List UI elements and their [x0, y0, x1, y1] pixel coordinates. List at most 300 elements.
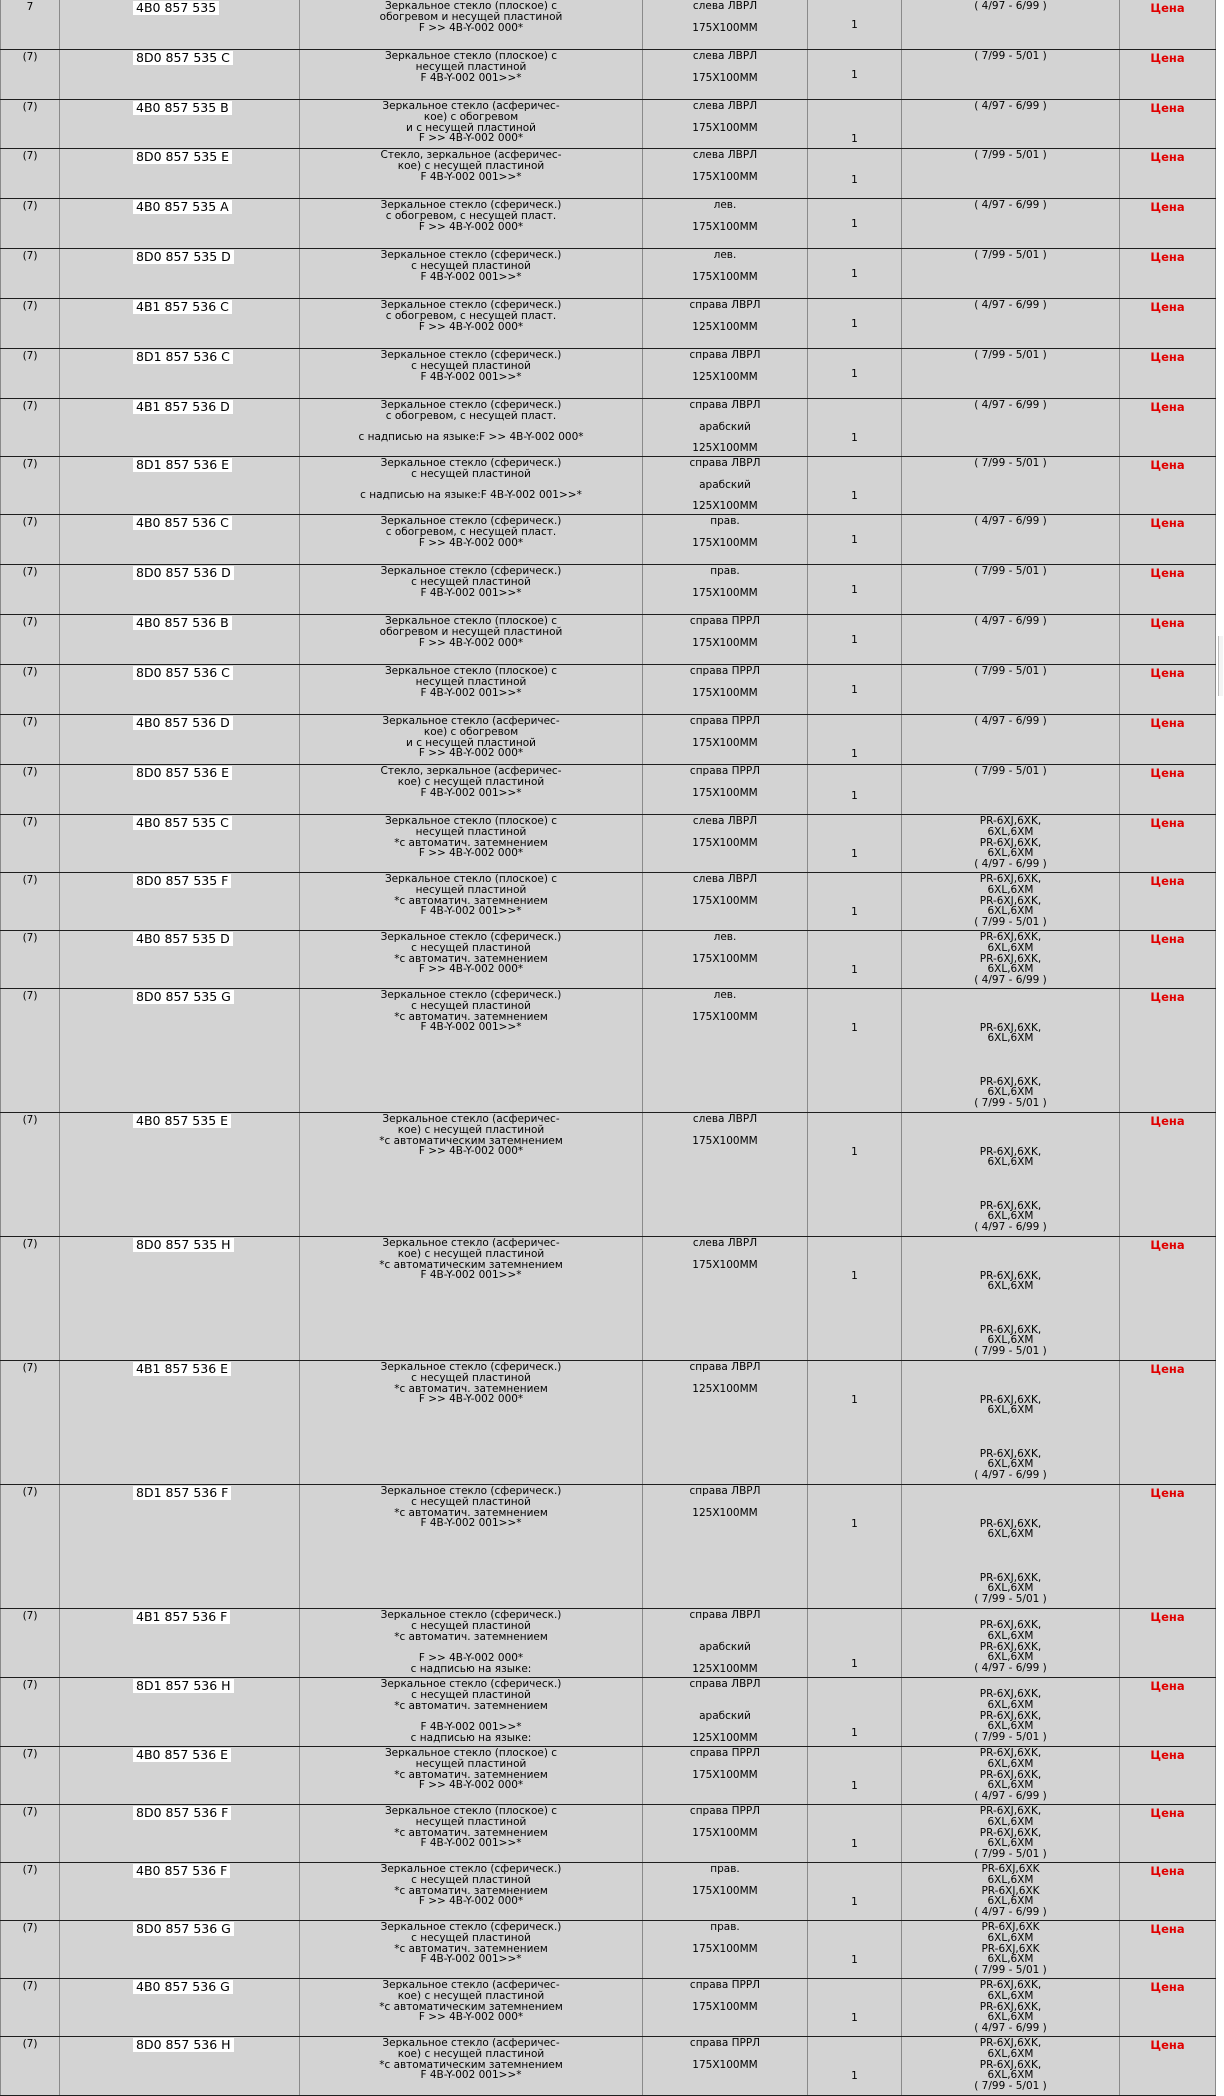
price-cell [1120, 1863, 1216, 1920]
model-line: PR-6XJ,6XK, [979, 2000, 1042, 2013]
part-description: Зеркальное стекло (плоское) с несущей пластиной *с автоматич. затемнением F 4B-Y-002 001>>* [384, 873, 558, 918]
model-line: PR-6XJ,6XK, [979, 1075, 1042, 1088]
note-lines [643, 874, 807, 906]
model-line: 6XL,6XM [987, 905, 1034, 918]
note-line: арабский [699, 1710, 751, 1723]
position-cell [0, 1921, 60, 1978]
model-line [902, 1438, 1119, 1449]
quantity-cell [808, 457, 902, 514]
note-line: 175X100MM [692, 1768, 758, 1781]
part-number-link[interactable]: 4B0 857 535 [133, 1, 219, 15]
part-number-link[interactable]: 4B1 857 536 D [133, 400, 233, 414]
model-line: ( 4/97 - 6/99 ) [974, 974, 1047, 987]
model-line [902, 1314, 1119, 1325]
part-number-cell [60, 989, 300, 1112]
price-link[interactable]: Цена [1150, 874, 1185, 888]
table-row [0, 100, 1216, 149]
price-link[interactable]: Цена [1150, 1486, 1185, 1500]
part-number-cell [60, 1609, 300, 1677]
part-number-cell [60, 931, 300, 988]
model-lines [902, 1023, 1119, 1109]
quantity-cell [808, 515, 902, 564]
position-number: (7) [22, 1864, 38, 1876]
part-number-link[interactable]: 4B0 857 535 B [133, 101, 232, 115]
part-number-link[interactable]: 8D0 857 536 C [133, 666, 233, 680]
description-cell [300, 1863, 643, 1920]
description-cell [300, 149, 643, 198]
note-line: слева ЛВРЛ [692, 873, 758, 885]
part-number-link[interactable]: 8D1 857 536 H [133, 1679, 234, 1693]
model-line: ( 7/99 - 5/01 ) [974, 249, 1047, 261]
part-number-link[interactable]: 4B1 857 536 F [133, 1610, 230, 1624]
part-number-link[interactable]: 8D1 857 536 F [133, 1486, 231, 1500]
model-line: 6XL,6XM [987, 1210, 1034, 1223]
model-line: ( 7/99 - 5/01 ) [974, 1848, 1047, 1861]
price-link[interactable]: Цена [1150, 616, 1185, 630]
quantity-value: 1 [851, 490, 858, 502]
note-lines [643, 1806, 807, 1838]
price-link[interactable]: Цена [1150, 1238, 1185, 1252]
scrollbar-thumb[interactable] [1218, 636, 1223, 696]
part-number-link[interactable]: 4B0 857 536 B [133, 616, 232, 630]
quantity-cell [808, 1678, 902, 1746]
quantity-cell [808, 1805, 902, 1862]
model-range-cell [902, 1805, 1120, 1862]
price-link[interactable]: Цена [1150, 51, 1185, 65]
price-link[interactable]: Цена [1150, 1864, 1185, 1878]
part-number-link[interactable]: 8D1 857 536 C [133, 350, 233, 364]
position-cell [0, 2037, 60, 2095]
model-line: 6XL,6XM [987, 1032, 1034, 1045]
price-link[interactable]: Цена [1150, 1980, 1185, 1994]
model-line: ( 4/97 - 6/99 ) [974, 515, 1047, 527]
model-lines [902, 200, 1119, 211]
note-line [643, 411, 807, 422]
quantity-value: 1 [851, 368, 858, 380]
model-lines [902, 1806, 1119, 1860]
model-line: ( 4/97 - 6/99 ) [974, 615, 1047, 627]
quantity-value: 1 [851, 1838, 858, 1850]
model-range-cell [902, 100, 1120, 148]
note-line: слева ЛВРЛ [692, 815, 758, 827]
part-number-cell [60, 149, 300, 198]
quantity-cell [808, 149, 902, 198]
part-number-link[interactable]: 8D0 857 535 C [133, 51, 233, 65]
part-number-link[interactable]: 4B1 857 536 E [133, 1362, 231, 1376]
note-line: справа ЛВРЛ [689, 1609, 761, 1621]
model-range-cell [902, 1609, 1120, 1677]
part-description: Зеркальное стекло (сферическ.) с несущей пластиной *с автоматич. затемнением F >> 4B-Y-002 000* [380, 1361, 562, 1406]
price-cell [1120, 931, 1216, 988]
description-cell [300, 1485, 643, 1608]
note-line: 125X100MM [692, 320, 758, 333]
note-lines [643, 1238, 807, 1270]
part-number-cell [60, 665, 300, 714]
price-link[interactable]: Цена [1150, 666, 1185, 680]
model-line: ( 7/99 - 5/01 ) [974, 1964, 1047, 1977]
quantity-cell [808, 0, 902, 49]
position-cell [0, 0, 60, 49]
quantity-cell [808, 565, 902, 614]
part-number-link[interactable]: 8D0 857 535 H [133, 1238, 234, 1252]
price-link[interactable]: Цена [1150, 458, 1185, 472]
model-range-cell [902, 1863, 1120, 1920]
note-lines [643, 200, 807, 232]
position-cell [0, 815, 60, 872]
part-number-link[interactable]: 8D0 857 536 F [133, 1806, 231, 1820]
price-cell [1120, 149, 1216, 198]
position-cell [0, 299, 60, 348]
price-link[interactable]: Цена [1150, 566, 1185, 580]
quantity-value: 1 [851, 69, 858, 81]
model-line: ( 7/99 - 5/01 ) [974, 349, 1047, 361]
model-lines [902, 1, 1119, 12]
model-line: PR-6XJ,6XK, [979, 931, 1042, 943]
price-cell [1120, 815, 1216, 872]
quantity-cell [808, 349, 902, 398]
model-range-cell [902, 665, 1120, 714]
note-line [643, 1817, 807, 1828]
note-line: 175X100MM [692, 121, 758, 134]
position-number: (7) [22, 766, 38, 778]
price-link[interactable]: Цена [1150, 1610, 1185, 1624]
table-row [0, 1237, 1216, 1361]
table-row [0, 399, 1216, 457]
note-line: прав. [710, 1863, 740, 1875]
model-lines [902, 1620, 1119, 1674]
note-line: 175X100MM [692, 2058, 758, 2071]
price-link[interactable]: Цена [1150, 150, 1185, 164]
position-number: (7) [22, 1486, 38, 1498]
quantity-cell [808, 2037, 902, 2095]
note-line [643, 1001, 807, 1012]
note-line: арабский [699, 1641, 751, 1654]
part-number-cell [60, 1113, 300, 1236]
quantity-cell [808, 50, 902, 99]
model-line: 6XL,6XM [987, 1629, 1034, 1642]
model-range-cell [902, 1485, 1120, 1608]
price-link[interactable]: Цена [1150, 932, 1185, 946]
note-line [643, 1621, 807, 1632]
note-line: справа ПРРЛ [689, 1805, 761, 1817]
description-cell [300, 1237, 643, 1360]
price-link[interactable]: Цена [1150, 1362, 1185, 1376]
position-number: (7) [22, 1610, 38, 1622]
position-cell [0, 765, 60, 814]
position-number: (7) [22, 300, 38, 312]
note-cell [643, 873, 808, 930]
model-line: 6XL,6XM [987, 2011, 1034, 2024]
part-number-link[interactable]: 8D0 857 536 D [133, 566, 234, 580]
note-line: прав. [710, 515, 740, 527]
position-number: (7) [22, 874, 38, 886]
part-description: Зеркальное стекло (сферическ.) с несущей пластиной *с автоматич. затемнением F 4B-Y-002 001>>* [380, 1921, 562, 1966]
price-cell [1120, 1747, 1216, 1804]
price-link[interactable]: Цена [1150, 1806, 1185, 1820]
price-link[interactable]: Цена [1150, 400, 1185, 414]
model-line: 6XL,6XM [987, 1720, 1034, 1733]
note-cell [643, 199, 808, 248]
position-cell [0, 931, 60, 988]
model-lines [902, 1147, 1119, 1233]
model-line: ( 4/97 - 6/99 ) [974, 1790, 1047, 1803]
note-lines [643, 2038, 807, 2070]
part-number-link[interactable]: 4B0 857 536 C [133, 516, 232, 530]
note-cell [643, 515, 808, 564]
model-lines [902, 566, 1119, 577]
part-number-cell [60, 1485, 300, 1608]
price-cell [1120, 1678, 1216, 1746]
price-link[interactable]: Цена [1150, 816, 1185, 830]
quantity-cell [808, 1979, 902, 2036]
note-lines [643, 1980, 807, 2012]
description-cell [300, 1979, 643, 2036]
model-range-cell [902, 815, 1120, 872]
position-cell [0, 399, 60, 456]
note-lines [643, 932, 807, 964]
note-line: арабский [699, 420, 751, 433]
position-cell [0, 1113, 60, 1236]
position-cell [0, 1678, 60, 1746]
model-line: ( 7/99 - 5/01 ) [974, 149, 1047, 161]
price-cell [1120, 989, 1216, 1112]
note-lines [643, 616, 807, 648]
note-line: 175X100MM [692, 21, 758, 34]
part-description: Зеркальное стекло (сферическ.) с несущей пластиной F 4B-Y-002 001>>* [380, 565, 562, 599]
part-number-link[interactable]: 4B0 857 535 A [133, 200, 232, 214]
quantity-cell [808, 1113, 902, 1236]
model-range-cell [902, 615, 1120, 664]
description-cell [300, 2037, 643, 2095]
price-link[interactable]: Цена [1150, 300, 1185, 314]
price-link[interactable]: Цена [1150, 516, 1185, 530]
price-link[interactable]: Цена [1150, 716, 1185, 730]
price-link[interactable]: Цена [1150, 1748, 1185, 1762]
position-number: (7) [22, 1922, 38, 1934]
note-line: 175X100MM [692, 952, 758, 965]
position-number: (7) [22, 1980, 38, 1992]
note-line: арабский [699, 478, 751, 491]
part-description: Зеркальное стекло (плоское) с несущей пластиной F 4B-Y-002 001>>* [384, 665, 558, 699]
description-cell [300, 100, 643, 148]
position-number: (7) [22, 990, 38, 1002]
model-line [902, 1562, 1119, 1573]
model-line: 6XL,6XM [987, 1334, 1034, 1347]
model-line: 6XL,6XM [987, 1815, 1034, 1828]
note-line: лев. [713, 249, 737, 261]
price-cell [1120, 1361, 1216, 1484]
note-line: лев. [713, 199, 737, 211]
model-lines [902, 51, 1119, 62]
quantity-value: 1 [851, 1022, 858, 1034]
note-cell [643, 1747, 808, 1804]
model-line: PR-6XJ,6XK, [979, 873, 1042, 885]
model-line: ( 4/97 - 6/99 ) [974, 1469, 1047, 1482]
model-lines [902, 874, 1119, 928]
table-row [0, 50, 1216, 100]
note-line [643, 527, 807, 538]
part-number-cell [60, 615, 300, 664]
table-row [0, 1805, 1216, 1863]
model-line: 6XL,6XM [987, 1989, 1034, 2002]
note-lines [643, 1922, 807, 1954]
part-number-link[interactable]: 4B1 857 536 C [133, 300, 232, 314]
note-line [643, 311, 807, 322]
quantity-value: 1 [851, 684, 858, 696]
part-number-link[interactable]: 8D0 857 535 G [133, 990, 234, 1004]
note-line [643, 1125, 807, 1136]
note-cell [643, 299, 808, 348]
part-number-cell [60, 349, 300, 398]
note-cell [643, 1485, 808, 1608]
table-row [0, 565, 1216, 615]
model-line: PR-6XJ,6XK, [979, 1640, 1042, 1653]
model-line: PR-6XJ,6XK [981, 1921, 1040, 1933]
model-line: PR-6XJ,6XK, [979, 2037, 1042, 2049]
model-line: PR-6XJ,6XK [981, 1942, 1040, 1955]
model-range-cell [902, 765, 1120, 814]
quantity-cell [808, 1361, 902, 1484]
price-link[interactable]: Цена [1150, 990, 1185, 1004]
note-line [643, 161, 807, 172]
quantity-value: 1 [851, 19, 858, 31]
part-number-link[interactable]: 4B0 857 535 E [133, 1114, 231, 1128]
part-description: Зеркальное стекло (сферическ.) с несущей пластиной *с автоматич. затемнением F >> 4B-Y-002 000* с надписью на языке: [380, 1609, 562, 1675]
position-cell [0, 1805, 60, 1862]
part-number-cell [60, 565, 300, 614]
price-link[interactable]: Цена [1150, 250, 1185, 264]
model-line: ( 7/99 - 5/01 ) [974, 1731, 1047, 1744]
model-range-cell [902, 989, 1120, 1112]
part-number-link[interactable]: 4B0 857 536 D [133, 716, 233, 730]
part-number-link[interactable]: 8D0 857 536 H [133, 2038, 234, 2052]
price-cell [1120, 1979, 1216, 2036]
quantity-cell [808, 1921, 902, 1978]
price-link[interactable]: Цена [1150, 1, 1185, 15]
model-range-cell [902, 1361, 1120, 1484]
part-number-link[interactable]: 4B0 857 536 E [133, 1748, 231, 1762]
model-line: 6XL,6XM [987, 1873, 1034, 1886]
note-lines [643, 766, 807, 798]
model-line: ( 4/97 - 6/99 ) [974, 1906, 1047, 1919]
price-link[interactable]: Цена [1150, 1114, 1185, 1128]
note-line: 175X100MM [692, 894, 758, 907]
description-cell [300, 1113, 643, 1236]
model-lines [902, 101, 1119, 112]
part-number-link[interactable]: 4B0 857 536 F [133, 1864, 230, 1878]
model-line: PR-6XJ,6XK, [979, 836, 1042, 849]
model-line: PR-6XJ,6XK, [979, 1979, 1042, 1991]
description-cell [300, 1678, 643, 1746]
quantity-value: 1 [851, 1727, 858, 1739]
quantity-value: 1 [851, 2070, 858, 2082]
model-line: ( 7/99 - 5/01 ) [974, 1097, 1047, 1110]
note-line: 125X100MM [692, 1382, 758, 1395]
description-cell [300, 199, 643, 248]
note-line: 175X100MM [692, 536, 758, 549]
quantity-value: 1 [851, 1780, 858, 1792]
description-cell [300, 249, 643, 298]
price-link[interactable]: Цена [1150, 2038, 1185, 2052]
position-number: (7) [22, 716, 38, 728]
model-lines [902, 150, 1119, 161]
model-range-cell [902, 1678, 1120, 1746]
part-number-link[interactable]: 8D0 857 535 E [133, 150, 232, 164]
position-number: (7) [22, 51, 38, 63]
table-row [0, 1113, 1216, 1237]
description-cell [300, 1747, 643, 1804]
note-line: справа ПРРЛ [689, 2037, 761, 2049]
part-number-link[interactable]: 8D0 857 536 G [133, 1922, 234, 1936]
model-lines [902, 616, 1119, 627]
part-description: Зеркальное стекло (сферическ.) с несущей пластиной *с автоматич. затемнением F 4B-Y-002 001>>* [380, 989, 562, 1034]
note-lines [643, 1864, 807, 1896]
note-line: справа ПРРЛ [689, 1979, 761, 1991]
part-number-cell [60, 457, 300, 514]
note-line: 125X100MM [692, 442, 758, 455]
price-link[interactable]: Цена [1150, 766, 1185, 780]
part-number-link[interactable]: 4B0 857 536 G [133, 1980, 233, 1994]
part-number-link[interactable]: 8D0 857 535 D [133, 250, 234, 264]
price-link[interactable]: Цена [1150, 1679, 1185, 1693]
note-cell [643, 349, 808, 398]
model-line: PR-6XJ,6XK, [979, 894, 1042, 907]
model-line: 6XL,6XM [987, 1953, 1034, 1966]
note-lines [643, 150, 807, 182]
part-number-link[interactable]: 8D1 857 536 E [133, 458, 232, 472]
position-number: (7) [22, 150, 38, 162]
position-cell [0, 199, 60, 248]
model-line: 6XL,6XM [987, 1931, 1034, 1944]
quantity-value: 1 [851, 133, 858, 145]
table-row [0, 1921, 1216, 1979]
price-link[interactable]: Цена [1150, 101, 1185, 115]
part-number-link[interactable]: 4B0 857 535 C [133, 816, 232, 830]
note-line [643, 1759, 807, 1770]
table-row [0, 665, 1216, 715]
model-line: ( 7/99 - 5/01 ) [974, 50, 1047, 62]
description-cell [300, 349, 643, 398]
quantity-value: 1 [851, 1896, 858, 1908]
model-lines [902, 1519, 1119, 1605]
model-lines [902, 350, 1119, 361]
model-line: PR-6XJ,6XK, [979, 1517, 1042, 1530]
table-row [0, 931, 1216, 989]
part-description: Зеркальное стекло (сферическ.) с несущей пластиной F 4B-Y-002 001>>* [380, 349, 562, 383]
position-cell [0, 349, 60, 398]
price-link[interactable]: Цена [1150, 1922, 1185, 1936]
part-number-link[interactable]: 8D0 857 536 E [133, 766, 232, 780]
part-number-link[interactable]: 8D0 857 535 F [133, 874, 231, 888]
part-description: Зеркальное стекло (асферичес- кое) с несущей пластиной *с автоматическим затемнением F >> 4B-Y-002 000* [379, 1113, 563, 1158]
price-link[interactable]: Цена [1150, 200, 1185, 214]
model-line: PR-6XJ,6XK [981, 1863, 1040, 1875]
part-number-link[interactable]: 4B0 857 535 D [133, 932, 233, 946]
price-link[interactable]: Цена [1150, 350, 1185, 364]
description-cell [300, 765, 643, 814]
model-lines [902, 2038, 1119, 2092]
part-number-cell [60, 815, 300, 872]
position-number: (7) [22, 250, 38, 262]
quantity-value: 1 [851, 2012, 858, 2024]
note-lines [643, 666, 807, 698]
note-line [643, 1875, 807, 1886]
model-line: ( 7/99 - 5/01 ) [974, 457, 1047, 469]
note-line: 175X100MM [692, 1884, 758, 1897]
price-cell [1120, 515, 1216, 564]
model-lines [902, 1271, 1119, 1357]
model-lines [902, 1395, 1119, 1481]
